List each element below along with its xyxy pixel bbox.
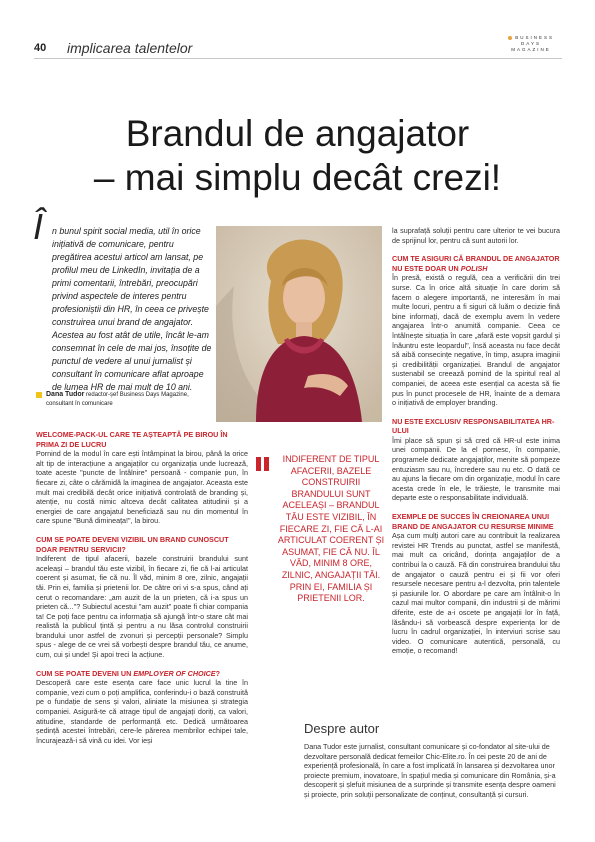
body-column-right [392,226,560,656]
col1-heading-2: CUM SE POATE DEVENI VIZIBIL UN BRAND CUNOSCUT DOAR PENTRU SERVICII? [36,534,229,554]
byline-name: Dana Tudor [46,391,85,398]
col3-paragraph-0: la suprafață soluții pentru care ulterior te vei bucura de sprijinul lor, pentru că sunt autorii lor. [392,226,560,245]
about-author-text: Dana Tudor este jurnalist, consultant comunicare și co-fondator al site-ului de dezvoltare personală dedicat femeilor Chic-Elite.ro. În cei peste 20 de ani de experiență profesională, în care a fost implicată în lansarea și dezvoltarea unor proiecte premium, inovatoare, în spațiul media și comunicare din România, și-a descoperit și șlefuit misiunea de a surprinde și transmite esența despre oameni și proiecte, prin soluții personalizate de conținut, consultanță și cursuri. [304,742,556,799]
col3-heading-3: EXEMPLE DE SUCCES ÎN CREIONAREA UNUI BRAND DE ANGAJATOR CU RESURSE MINIME [392,512,554,531]
title-line1: Brandul de angajator [125,113,470,154]
byline-role: redactor-șef Business Days Magazine, consultant în comunicare [46,392,189,407]
header-divider [34,58,562,59]
col1-heading-3: CUM SE POATE DEVENI UN EMPLOYER OF CHOICE? [36,668,220,678]
logo-line1: BUSINESS [515,35,555,40]
quote-mark-bar [256,457,261,471]
magazine-logo [500,35,562,53]
article-title [40,112,555,200]
col3-heading-2: NU ESTE EXCLUSIV RESPONSABILITATEA HR-ULUI [392,416,555,436]
title-line2: – mai simplu decât crezi! [93,157,502,198]
col3-heading-1: CUM TE ASIGURI CĂ BRANDUL DE ANGAJATOR NU ESTE DOAR UN POLISH [392,254,560,273]
byline [46,390,206,409]
author-photo [216,226,382,422]
intro-dropcap: Î [33,206,44,247]
byline-square-icon [36,392,42,398]
logo-line2: DAYS [521,41,541,46]
logo-line3: MAGAZINE [511,47,551,52]
col3-paragraph-2: Îmi place să spun și să cred că HR-ul este inima unei companii. De la el pornesc, în companie, programele dedicate angajaților, menite să pompeze entuziasm sau nu, încredere sau nu etc. O dată ce au ajuns la fiecare om din organizație, modul în care acesta crede în ele, le trăiește, le transmite mai departe este o responsabilitate individuală. [392,435,560,503]
logo-dot-icon [508,36,512,40]
body-column-left [36,430,248,745]
pull-quote: INDIFERENT DE TIPUL AFACERII, BAZELE CONSTRUIRII BRANDULUI SUNT ACELEAȘI – BRANDUL TĂU ESTE VIZIBIL, ÎN FIECARE ZI, FIE CĂ L-AI ARTICULAT COERENT ȘI ASUMAT, FIE CĂ NU. ÎL VĂD, MINIM 8 ORE, ZILNIC, ANGAJAȚII TĂI. PRIN EI, FAMILIA ȘI PRIETENII LOR. [277,454,385,604]
col1-heading-1: WELCOME-PACK-UL CARE TE AȘTEAPTĂ PE BIROU ÎN PRIMA ZI DE LUCRU [36,430,228,449]
col1-paragraph-2: Indiferent de tipul afacerii, bazele construirii brandului sunt aceleași – brandul tău este vizibil, în fiecare zi, fie că l-ai articulat coerent și asumat, fie că nu. Îl văd, minim 8 ore, zilnic, angajații tăi. Prin ei, familia și prietenii lor. De către ori vi s-a spus, când ați cerut o recomandare: „am auzit de la un prieten, că i-a spus un prieten că..."? Subiectul acestui "am auzit" poate fi chiar compania ta! Ce poți face pentru ca informația să ajungă într-o stare cât mai realistă la publicul țintă și pentru a nu lăsa controlul construirii brandului unor astfel de zvonuri și percepții personale? Simplu spus - alege de ce vrei să vorbești despre brandul tău, ce anume, cum, cui și unde! Și apoi treci la acțiune. [36,554,248,660]
col1-paragraph-1: Pornind de la modul în care ești întâmpinat la birou, până la orice alt tip de interacțiune a angajaților cu organizația unde lucrează, toate aceste "puncte de întâlnire" persoană - companie pun, în fiecare zi, câte o cărămidă la imaginea de angajator. Aceasta este mult mai credibilă decât orice inițiativă controlată de branding și, atenție, nu costă nimic altceva decât calitatea atitudinii și a energiei de care angajatul beneficiază sau nu din momentul în care spune "Bună dimineața!", la birou. [36,449,248,526]
col3-paragraph-1: În presă, există o regulă, cea a verificării din trei surse. Ca în orice altă situație în care dorim să facem o alegere importantă, ne interesăm în mai multe locuri, pentru a fi siguri că luăm o decizie fină bine informați, dacă de exemplu avem în vedere angajarea într-o anumită companie. Ceea ce întâlnește situația în care „afară este vopsit gardul și înăuntru este leopardul", însă aceasta nu face decât să aibă consecințe negative, în timp, asupra imaginii și credibilității organizației. Brandul de angajator sustenabil se creează pornind de la spiritul real al companiei, de aceea este esențial ca acesta să fie pus în punct procesele de HR, înainte de a demara o inițiativă de employer branding. [392,273,560,408]
author-portrait-image [216,226,382,422]
page-number: 40 [34,42,47,54]
about-author-heading: Despre autor [304,721,380,736]
quote-mark-bar [264,457,269,471]
col1-paragraph-3: Descoperă care este esența care face unic lucrul la tine în companie, vezi cum o poți amplifica, conferindu-i o bază construită pe o fundație de sens și valori, aliniate la misiunea și strategia companiei. Asigură-te că atrage tipul de angajați doriți, ca valori, atitudine, standarde de performanță etc. Dedică următoarea ședință acestei întrebări, cere-le părerea membrilor echipei tale, încurajează-i să vină cu idei. Vor ieși [36,678,248,745]
col3-paragraph-3: Așa cum mulți autori care au contribuit la realizarea revistei HR Trends au punctat, astfel se manifestă, mai mult ca oricând, dorința angajaților de a contribui la o cauză. Fă din construirea brandului tău de angajator o cauză pentru ei și fii vor oferi resursele necesare pentru a-l dezvolta, prin talentele și pasiunile lor. O abordare pe care am întâlnit-o în cazul mai multor companii, din industrii și de mărimi diferite, este de a-i oscete pe angajații lor în față, lăsându-i să vorbească despre experiența lor de lucru în cadrul organizației, în interviuri scrise sau video. O comunicare autentică, personală, cu emoție, o recomand! [392,531,560,656]
section-title: implicarea talentelor [67,40,193,56]
intro-text: n bunul spirit social media, util în orice inițiativă de comunicare, pentru pregătirea acestui articol am lansat, pe profilul meu de LinkedIn, invitația de a primi comentarii, întrebări, preocupări privind aspectele de interes pentru profesioniștii din HR, în ceea ce privește construirea unui brand de angajator. Acestea au fost atât de utile, încât le-am consemnat în cele de mai jos, însoțite de punctul de vedere al unui jurnalist și consultant în comunicare aflat aproape de lumea HR de mai mult de 10 ani. [52,226,212,392]
